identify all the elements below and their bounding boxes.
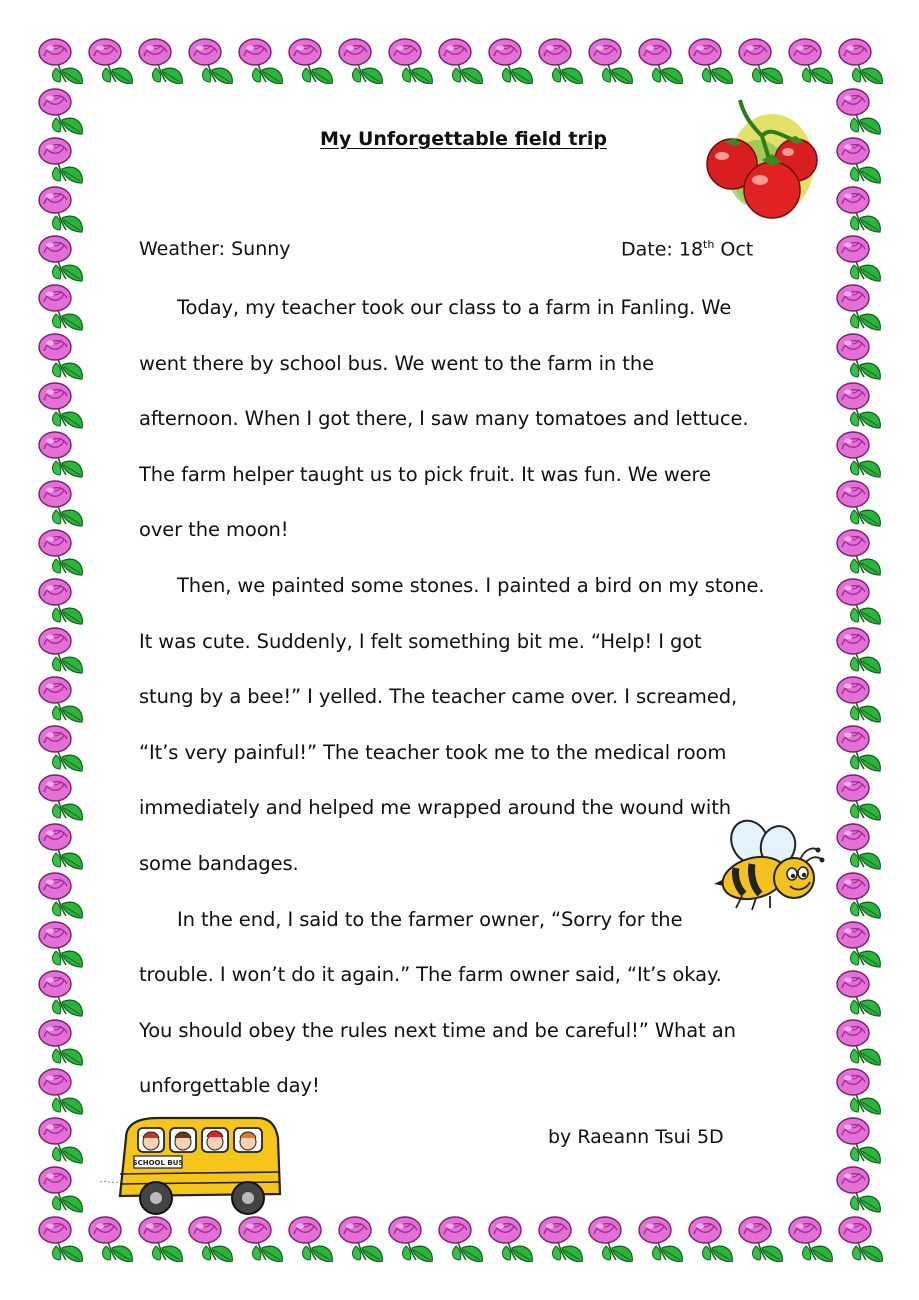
rose-border-icon: [839, 1217, 882, 1262]
rose-border-icon: [189, 1217, 232, 1262]
rose-border-icon: [839, 39, 882, 84]
rose-border-icon: [539, 39, 582, 84]
text-line: trouble. I won’t do it again.” The farm owner said, “It’s okay.: [139, 963, 722, 987]
rose-border-icon: [837, 285, 880, 330]
text-line: Then, we painted some stones. I painted a bird on my stone.: [177, 573, 765, 597]
rose-border-icon: [139, 1217, 182, 1262]
paragraph-1: [139, 280, 789, 558]
rose-border-icon: [689, 39, 732, 84]
rose-border-icon: [489, 1217, 532, 1262]
rose-border-icon: [39, 1069, 82, 1114]
rose-border-icon: [239, 1217, 282, 1262]
rose-border-icon: [189, 39, 232, 84]
paragraph-2: [139, 558, 789, 892]
rose-border-icon: [39, 481, 82, 526]
text-line: afternoon. When I got there, I saw many tomatoes and lettuce.: [139, 407, 749, 431]
text-line: stung by a bee!” I yelled. The teacher came over. I screamed,: [139, 685, 738, 709]
rose-border-icon: [837, 873, 880, 918]
rose-border-icon: [837, 334, 880, 379]
rose-border-icon: [837, 1069, 880, 1114]
text-line: immediately and helped me wrapped around the wound with: [139, 796, 732, 820]
rose-border-icon: [837, 775, 880, 820]
rose-border-icon: [837, 1020, 880, 1065]
rose-border-icon: [489, 39, 532, 84]
rose-border-icon: [339, 39, 382, 84]
rose-border-icon: [39, 334, 82, 379]
rose-border-icon: [837, 383, 880, 428]
rose-border-icon: [39, 922, 82, 967]
rose-border-icon: [39, 432, 82, 477]
paragraph-3: [139, 892, 789, 1114]
bee-icon: [712, 816, 827, 916]
text-line: It was cute. Suddenly, I felt something bit me. “Help! I got: [139, 629, 702, 653]
rose-border-right: [834, 84, 886, 1214]
rose-border-icon: [39, 775, 82, 820]
rose-border-icon: [39, 285, 82, 330]
date-prefix: Date: 18: [621, 238, 704, 261]
rose-border-icon: [139, 39, 182, 84]
rose-border-icon: [639, 39, 682, 84]
rose-border-icon: [639, 1217, 682, 1262]
author-signature: by Raeann Tsui 5D: [548, 1126, 724, 1148]
rose-border-icon: [39, 383, 82, 428]
rose-border-icon: [339, 1217, 382, 1262]
rose-border-icon: [39, 971, 82, 1016]
rose-border-icon: [837, 677, 880, 722]
rose-border-icon: [837, 236, 880, 281]
rose-border-icon: [39, 530, 82, 575]
rose-border-icon: [739, 39, 782, 84]
rose-border-icon: [439, 39, 482, 84]
rose-border-top: [36, 34, 886, 84]
bus-sign-text: SCHOOL BUS: [132, 1159, 184, 1167]
rose-border-icon: [39, 39, 82, 84]
tomato-icon: [700, 96, 825, 226]
rose-border-icon: [837, 481, 880, 526]
date-label: [621, 238, 753, 260]
rose-border-icon: [389, 1217, 432, 1262]
rose-border-icon: [39, 1167, 82, 1212]
text-line: “It’s very painful!” The teacher took me to the medical room: [139, 740, 727, 764]
school-bus-icon: [98, 1110, 298, 1222]
rose-border-icon: [389, 39, 432, 84]
rose-border-icon: [39, 726, 82, 771]
rose-border-icon: [539, 1217, 582, 1262]
text-line: some bandages.: [139, 851, 299, 875]
text-line: went there by school bus. We went to the farm in the: [139, 351, 654, 375]
rose-border-icon: [837, 726, 880, 771]
rose-border-icon: [837, 579, 880, 624]
text-line: over the moon!: [139, 518, 289, 542]
date-ordinal: th: [703, 238, 715, 251]
rose-border-icon: [89, 39, 132, 84]
rose-border-icon: [789, 39, 832, 84]
rose-border-icon: [39, 1020, 82, 1065]
rose-border-icon: [589, 1217, 632, 1262]
text-line: Today, my teacher took our class to a farm in Fanling. We: [177, 296, 732, 319]
rose-border-icon: [589, 39, 632, 84]
rose-border-icon: [239, 39, 282, 84]
weather-label: Weather: Sunny: [139, 238, 291, 260]
text-line: In the end, I said to the farmer owner, “Sorry for the: [177, 907, 683, 931]
rose-border-icon: [837, 1118, 880, 1163]
text-line: You should obey the rules next time and be careful!” What an: [139, 1018, 736, 1042]
rose-border-icon: [837, 432, 880, 477]
rose-border-icon: [439, 1217, 482, 1262]
rose-border-icon: [39, 1118, 82, 1163]
rose-border-icon: [39, 677, 82, 722]
rose-border-icon: [289, 1217, 332, 1262]
rose-border-icon: [837, 628, 880, 673]
rose-border-icon: [39, 873, 82, 918]
rose-border-icon: [837, 530, 880, 575]
story-body: [139, 280, 789, 1114]
rose-border-icon: [39, 187, 82, 232]
rose-border-icon: [39, 236, 82, 281]
rose-border-icon: [289, 39, 332, 84]
rose-border-icon: [39, 579, 82, 624]
rose-border-icon: [837, 1167, 880, 1212]
page-title: My Unforgettable field trip: [320, 128, 607, 150]
rose-border-icon: [39, 628, 82, 673]
rose-border-icon: [89, 1217, 132, 1262]
rose-border-icon: [837, 824, 880, 869]
text-line: The farm helper taught us to pick fruit. It was fun. We were: [139, 462, 711, 486]
rose-border-icon: [837, 922, 880, 967]
text-line: unforgettable day!: [139, 1074, 320, 1098]
rose-border-icon: [739, 1217, 782, 1262]
rose-border-left: [36, 84, 88, 1214]
rose-border-icon: [789, 1217, 832, 1262]
rose-border-icon: [837, 971, 880, 1016]
rose-border-icon: [689, 1217, 732, 1262]
rose-border-icon: [39, 824, 82, 869]
date-month: Oct: [714, 238, 754, 261]
rose-border-icon: [39, 1217, 82, 1262]
rose-border-icon: [837, 187, 880, 232]
